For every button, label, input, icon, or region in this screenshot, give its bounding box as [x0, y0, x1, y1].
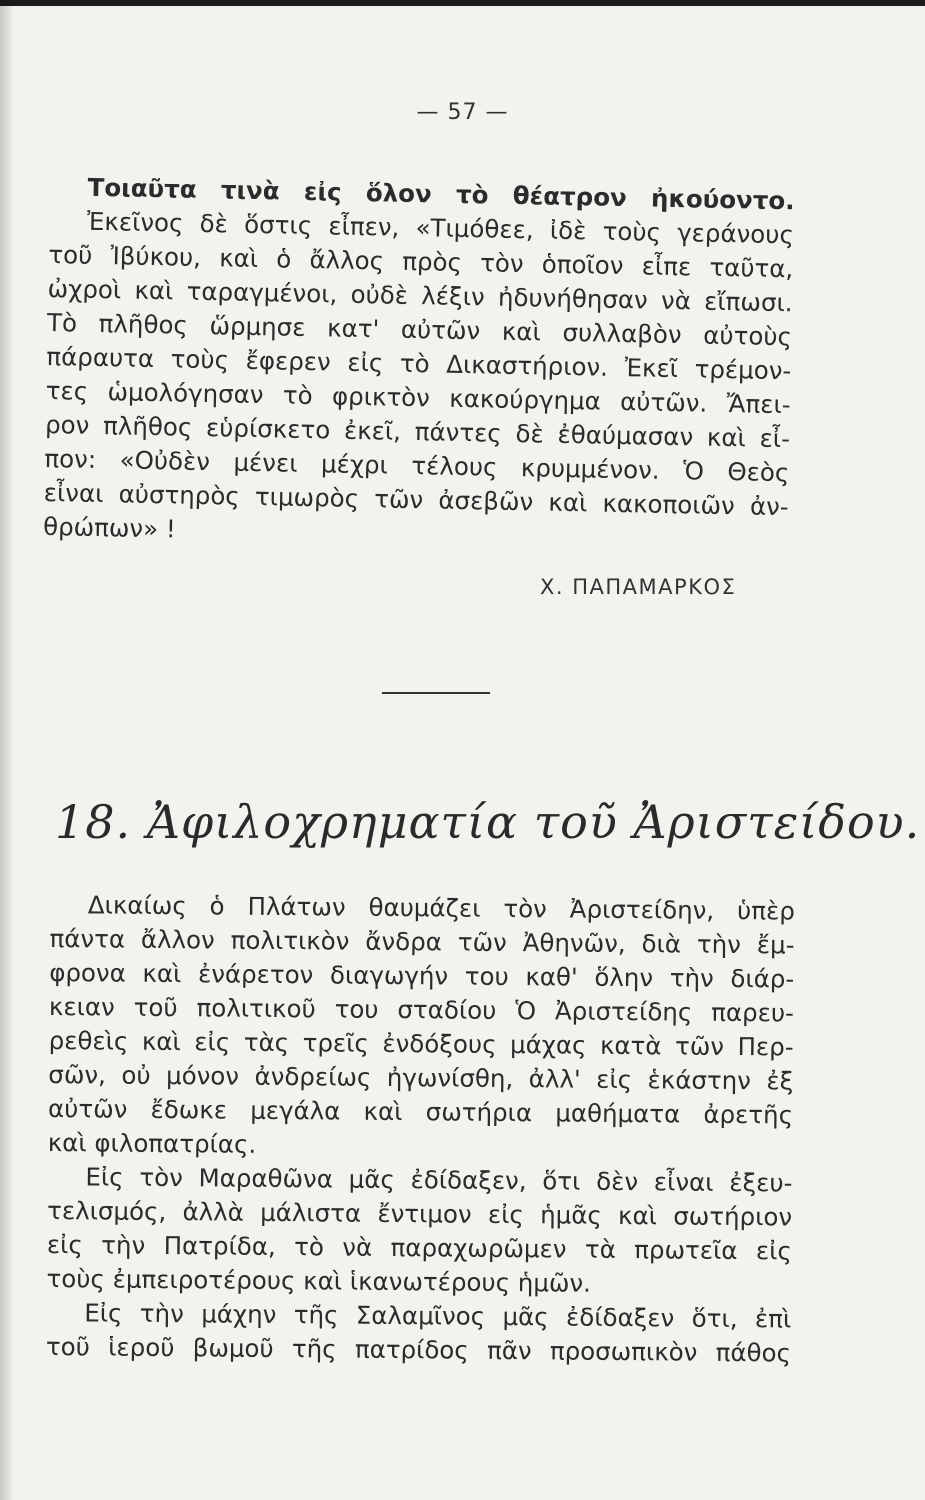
chapter-line: εἰς τὴν Πατρίδα, τὸ νὰ παραχωρῶμεν τὰ πρωτεῖα εἰς — [46, 1229, 792, 1266]
chapter-line: Εἰς τὴν μάχην τῆς Σαλαμῖνος μᾶς ἐδίδαξεν ὅτι, ἐπὶ — [84, 1298, 792, 1334]
author-signature: Χ. ΠΑΠΑΜΑΡΚΟΣ — [540, 575, 737, 599]
story-line: Ἐκεῖνος δὲ ὅστις εἶπεν, «Τιμόθεε, ἰδὲ τοὺς γεράνους — [86, 206, 795, 250]
story-line: ὠχροὶ καὶ ταραγμένοι, οὐδὲ λέξιν ἠδυνήθησαν νὰ εἴπωσι. — [47, 273, 793, 318]
chapter-line: πάντα ἄλλον πολιτικὸν ἄνδρα τῶν Ἀθηνῶν, διὰ τὴν ἔμ- — [49, 923, 795, 960]
story-line: πον: «Οὐδὲν μένει μέχρι τέλους κρυμμένον. Ὁ Θεὸς — [44, 443, 790, 488]
chapter-line: αὐτῶν ἔδωκε μεγάλα καὶ σωτήρια μαθήματα ἀρετῆς — [47, 1093, 794, 1130]
story-paragraphs — [43, 170, 795, 558]
story-line: τοῦ Ἰβύκου, καὶ ὁ ἄλλος πρὸς τὸν ὁποῖον εἶπε ταῦτα, — [48, 239, 794, 284]
chapter-line: τοῦ ἱεροῦ βωμοῦ τῆς πατρίδος πᾶν προσωπικὸν πάθος — [45, 1331, 792, 1368]
page-top-edge — [0, 0, 925, 6]
page-number: — 57 — — [416, 100, 509, 125]
chapter-line: Δικαίως ὁ Πλάτων θαυμάζει τὸν Ἀριστείδην, ὑπὲρ — [87, 890, 795, 926]
story-line: πάραυτα τοὺς ἔφερεν εἰς τὸ Δικαστήριον. Ἐκεῖ τρέμον- — [46, 341, 792, 386]
chapter-line: σῶν, οὐ μόνον ἀνδρείως ἠγωνίσθη, ἀλλ' εἰς ἑκάστην ἐξ — [48, 1059, 794, 1096]
chapter-line: τελισμός, ἀλλὰ μάλιστα ἔντιμον εἰς ἡμᾶς καὶ σωτήριον — [47, 1195, 793, 1232]
story-line: τες ὡμολόγησαν τὸ φρικτὸν κακούργημα αὐτῶν. Ἄπει- — [45, 375, 791, 420]
chapter-line: ρεθεὶς καὶ εἰς τὰς τρεῖς ἐνδόξους μάχας κατὰ τῶν Περ- — [48, 1025, 794, 1062]
chapter-line: Εἰς τὸν Μαραθῶνα μᾶς ἐδίδαξεν, ὅτι δὲν εἶναι ἐξευ- — [85, 1162, 793, 1198]
chapter-line: κειαν τοῦ πολιτικοῦ του σταδίου Ὁ Ἀριστείδης παρευ- — [48, 991, 795, 1028]
story-line: Τοιαῦτα τινὰ εἰς ὅλον τὸ θέατρον ἠκούοντο. — [87, 172, 795, 216]
chapter-paragraphs — [46, 888, 795, 1370]
story-line: ρον πλῆθος εὑρίσκετο ἐκεῖ, πάντες δὲ ἐθαύμασαν καὶ εἶ- — [44, 409, 791, 454]
chapter-line: τοὺς ἐμπειροτέρους καὶ ἱκανωτέρους ἡμῶν. — [46, 1263, 592, 1298]
story-line: Τὸ πλῆθος ὥρμησε κατ' αὐτῶν καὶ συλλαβὸν αὐτοὺς — [46, 307, 793, 352]
book-spine-shadow — [0, 0, 14, 1500]
chapter-title: 18. Ἀφιλοχρηματία τοῦ Ἀριστείδου. — [55, 795, 921, 849]
story-line: θρώπων» ! — [42, 511, 177, 544]
section-divider — [382, 692, 490, 694]
story-line: εἶναι αὐστηρὸς τιμωρὸς τῶν ἀσεβῶν καὶ κακοποιῶν ἀν- — [43, 477, 789, 522]
chapter-line: καὶ φιλοπατρίας. — [47, 1127, 257, 1159]
chapter-line: φρονα καὶ ἐνάρετον διαγωγήν του καθ' ὅλην τὴν διάρ- — [49, 957, 795, 994]
